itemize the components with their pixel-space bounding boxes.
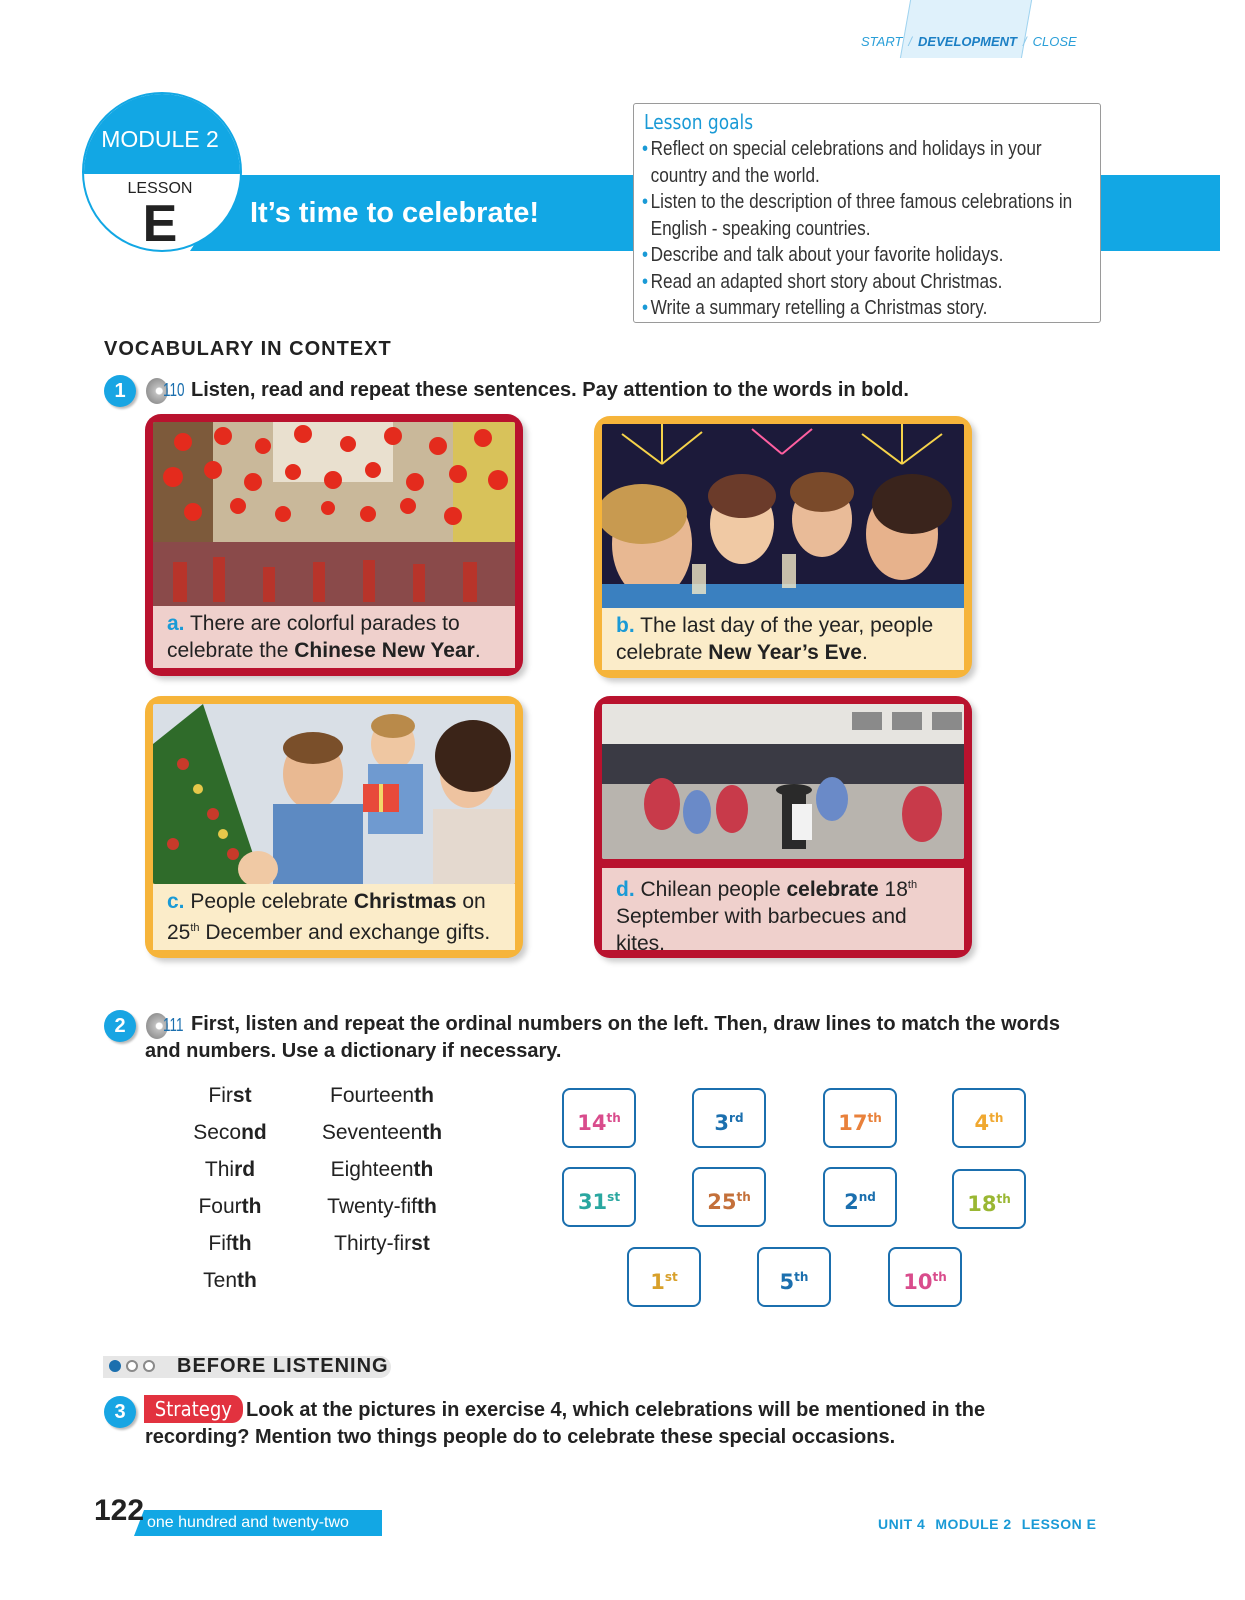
ordinal-word: Tenth bbox=[203, 1269, 257, 1292]
nav-close[interactable]: CLOSE bbox=[1032, 34, 1077, 49]
ordinal-word: Thirty-first bbox=[334, 1232, 430, 1255]
page-number: 122 bbox=[94, 1494, 145, 1527]
ordinal-word: First bbox=[208, 1084, 252, 1107]
top-nav: START / DEVELOPMENT / CLOSE bbox=[855, 34, 1083, 49]
footer-breadcrumb: UNIT 4 MODULE 2 LESSON E bbox=[878, 1516, 1097, 1532]
card-chinese-new-year bbox=[145, 414, 523, 676]
strategy-label: Strategy bbox=[144, 1395, 243, 1423]
exercise-number: 1 bbox=[104, 375, 136, 407]
audio-track-number: 111 bbox=[163, 1015, 184, 1035]
photo-new-years-eve bbox=[602, 424, 964, 614]
ordinal-number-box[interactable]: 3rd bbox=[692, 1088, 766, 1148]
goal-item: • Reflect on special celebrations and holidays in your country and the world. bbox=[642, 136, 1089, 189]
card-new-years-eve bbox=[594, 416, 972, 678]
ordinal-word: Third bbox=[204, 1158, 256, 1181]
lesson-goals-title: Lesson goals bbox=[644, 110, 754, 134]
nav-development[interactable]: DEVELOPMENT bbox=[918, 34, 1018, 49]
caption-c: c. People celebrate Christmas on 25th December and exchange gifts. bbox=[153, 884, 515, 950]
ordinal-number-box[interactable]: 10th bbox=[888, 1247, 962, 1307]
nav-start[interactable]: START bbox=[861, 34, 903, 49]
caption-d: d. Chilean people celebrate 18th September with barbecues and kites. bbox=[602, 868, 964, 950]
ordinal-word: Eighteenth bbox=[330, 1158, 434, 1181]
caption-b: b. The last day of the year, people celebrate New Year’s Eve. bbox=[602, 608, 964, 670]
exercise-number: 2 bbox=[104, 1010, 136, 1042]
ordinal-word: Twenty-fifth bbox=[327, 1195, 437, 1218]
goal-item: • Describe and talk about your favorite holidays. bbox=[642, 242, 1089, 269]
ordinal-word: Fourteenth bbox=[330, 1084, 434, 1107]
goal-item: • Read an adapted short story about Christmas. bbox=[642, 269, 1089, 296]
before-listening-heading: BEFORE LISTENING bbox=[103, 1356, 391, 1378]
ordinal-word: Fourth bbox=[198, 1195, 262, 1218]
progress-dots bbox=[109, 1360, 155, 1372]
lesson-label: LESSON bbox=[127, 180, 193, 197]
ordinal-number-box[interactable]: 1st bbox=[627, 1247, 701, 1307]
lesson-goals-box bbox=[633, 103, 1101, 323]
vocabulary-heading: VOCABULARY IN CONTEXT bbox=[104, 338, 392, 360]
ordinal-number-box[interactable]: 17th bbox=[823, 1088, 897, 1148]
photo-christmas bbox=[153, 704, 515, 884]
ordinal-number-box[interactable]: 18th bbox=[952, 1169, 1026, 1229]
page-number-words: one hundred and twenty-two bbox=[147, 1514, 349, 1531]
lesson-goals-list bbox=[642, 136, 1089, 322]
exercise-2-instruction: First, listen and repeat the ordinal numbers on the left. Then, draw lines to match the words and numbers. Use a dictionary if necessary. bbox=[145, 1013, 1061, 1062]
goal-item: • Write a summary retelling a Christmas story. bbox=[642, 295, 1089, 322]
photo-chinese-new-year bbox=[153, 422, 515, 612]
caption-a: a. There are colorful parades to celebrate the Chinese New Year. bbox=[153, 606, 515, 668]
ordinal-number-box[interactable]: 2nd bbox=[823, 1167, 897, 1227]
ordinal-words-left bbox=[175, 1077, 285, 1299]
lesson-letter: E bbox=[142, 195, 178, 253]
ordinal-number-box[interactable]: 5th bbox=[757, 1247, 831, 1307]
exercise-1-instruction: Listen, read and repeat these sentences. Pay attention to the words in bold. bbox=[191, 379, 909, 401]
nav-active-tab bbox=[900, 0, 1032, 58]
exercise-number: 3 bbox=[104, 1396, 136, 1428]
card-christmas bbox=[145, 696, 523, 958]
ordinal-number-box[interactable]: 31st bbox=[562, 1167, 636, 1227]
ordinal-word: Second bbox=[193, 1121, 267, 1144]
ordinal-number-box[interactable]: 4th bbox=[952, 1088, 1026, 1148]
ordinal-words-right bbox=[302, 1077, 462, 1262]
card-chilean-celebration bbox=[594, 696, 972, 958]
photo-chilean-celebration bbox=[602, 704, 964, 859]
ordinal-word: Fifth bbox=[208, 1232, 252, 1255]
page-title: It’s time to celebrate! bbox=[250, 197, 540, 229]
ordinal-number-box[interactable]: 25th bbox=[692, 1167, 766, 1227]
audio-track-number: 110 bbox=[163, 380, 185, 400]
ordinal-word: Seventeenth bbox=[321, 1121, 443, 1144]
exercise-3-instruction: Look at the pictures in exercise 4, which celebrations will be mentioned in the recording? Mention two things people do to celebrate these special occasions. bbox=[145, 1399, 986, 1448]
goal-item: • Listen to the description of three famous celebrations in English - speaking countries. bbox=[642, 189, 1089, 242]
module-label: MODULE 2 bbox=[101, 126, 219, 152]
ordinal-number-box[interactable]: 14th bbox=[562, 1088, 636, 1148]
